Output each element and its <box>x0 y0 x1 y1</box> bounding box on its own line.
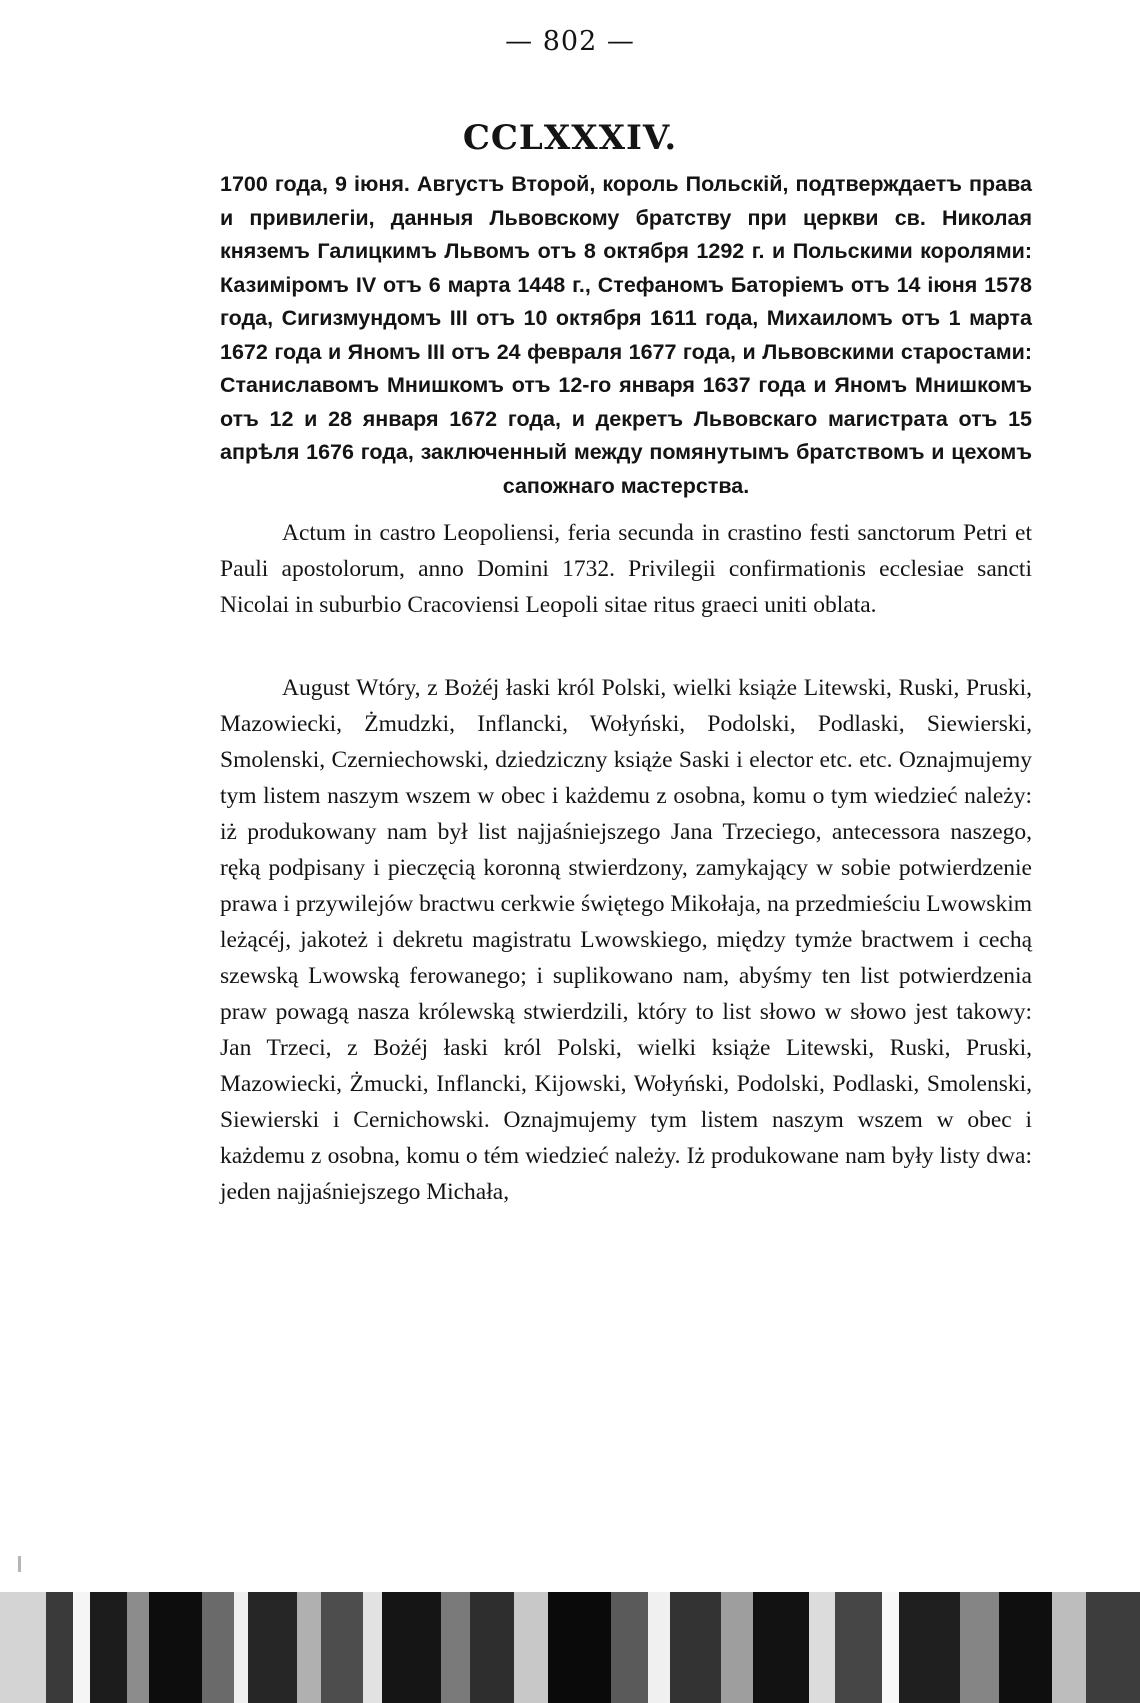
scan-strip-band <box>234 1592 249 1703</box>
scan-strip-band <box>46 1592 73 1703</box>
scan-strip-band <box>363 1592 382 1703</box>
scan-strip-band <box>297 1592 321 1703</box>
scan-strip-band <box>899 1592 960 1703</box>
scan-strip-band <box>721 1592 753 1703</box>
scan-strip-band <box>127 1592 149 1703</box>
scan-strip-band <box>321 1592 362 1703</box>
scan-artifact-mark <box>18 1556 21 1572</box>
scan-strip-band <box>90 1592 127 1703</box>
scan-strip-band <box>514 1592 548 1703</box>
scan-strip-band <box>0 1592 46 1703</box>
scan-strip-band <box>1086 1592 1140 1703</box>
scan-strip-band <box>882 1592 899 1703</box>
body-text: August Wtóry, z Bożéj łaski król Polski, wielki książe Litewski, Ruski, Pruski, Mazowiecki, Żmudzki, Inflancki, Wołyński, Podolski, Podlaski, Siewierski, Smolenski, Czerniechowski, dziedziczny książe Saski i elector etc. etc. Oznajmujemy tym listem naszym wszem w obec i każdemu z osobna, komu o tym wiedzieć należy: iż produkowany nam był list najjaśniejszego Jana Trzeciego, antecessora naszego, ręką podpisany i pieczęcią koronną stwierdzony, zamykający w sobie potwierdzenie prawa i przywilejów bractwu cerkwie świętego Mikołaja, na przedmieściu Lwowskim leżącéj, jakoteż i dekretu magistratu Lwowskiego, między tymże bractwem i cechą szewską Lwowską ferowanego; i suplikowano nam, abyśmy ten list potwierdzenia praw powagą nasza królewską stwierdzili, który to list słowo w słowo jest takowy: Jan Trzeci, z Bożéj łaski król Polski, wielki książe Litewski, Ruski, Pruski, Mazowiecki, Żmucki, Inflancki, Kijowski, Wołyński, Podolski, Podlaski, Smolenski, Siewierski i Cernichowski. Oznajmujemy tym listem naszym wszem w obec i każdemu z osobna, komu o tém wiedzieć należy. Iż produkowane nam były listy dwa: jeden najjaśniejszego Michała, <box>220 675 1032 1205</box>
scan-strip-band <box>548 1592 611 1703</box>
scan-strip-band <box>648 1592 670 1703</box>
scan-strip-band <box>382 1592 440 1703</box>
scan-strip-band <box>441 1592 470 1703</box>
scan-strip-band <box>753 1592 809 1703</box>
page-number: — 802 — <box>505 26 635 57</box>
scan-edge-strip <box>0 1592 1140 1703</box>
scan-strip-band <box>835 1592 881 1703</box>
document-summary: 1700 года, 9 іюня. Августъ Второй, король Польскій, подтверждаетъ права и привилегіи, данныя Львовскому братству при церкви св. Николая княземъ Галицкимъ Львомъ отъ 8 октября 1292 г. и Польскими королями: Казиміромъ IV отъ 6 марта 1448 г., Стефаномъ Баторіемъ отъ 14 іюня 1578 года, Сигизмундомъ III отъ 10 октября 1611 года, Михаиломъ отъ 1 марта 1672 года и Яномъ III отъ 24 февраля 1677 года, и Львовскими старостами: Станиславомъ Мнишкомъ отъ 12-го января 1637 года и Яномъ Мнишкомъ отъ 12 и 28 января 1672 года, и декретъ Львовскаго магистрата отъ 15 апрѣля 1676 года, заключенный между помянутымъ братствомъ и цехомъ сапожнаго мастерства. <box>220 172 1032 498</box>
scan-strip-band <box>670 1592 721 1703</box>
scan-strip-band <box>960 1592 999 1703</box>
latin-notation: Actum in castro Leopoliensi, feria secunda in crastino festi sanctorum Petri et Pauli apostolorum, anno Domini 1732. Privilegii confirmationis ecclesiae sancti Nicolai in suburbio Cracoviensi Leopoli sitae ritus graeci uniti oblata. <box>220 520 1032 618</box>
scan-strip-band <box>202 1592 234 1703</box>
document-heading: CCLXXXIV. <box>462 118 678 158</box>
scan-strip-band <box>611 1592 648 1703</box>
scan-strip-band <box>248 1592 297 1703</box>
scan-strip-band <box>1052 1592 1086 1703</box>
scan-strip-band <box>470 1592 514 1703</box>
scan-strip-band <box>73 1592 90 1703</box>
scan-strip-band <box>999 1592 1053 1703</box>
scan-strip-band <box>149 1592 203 1703</box>
scan-strip-band <box>809 1592 836 1703</box>
